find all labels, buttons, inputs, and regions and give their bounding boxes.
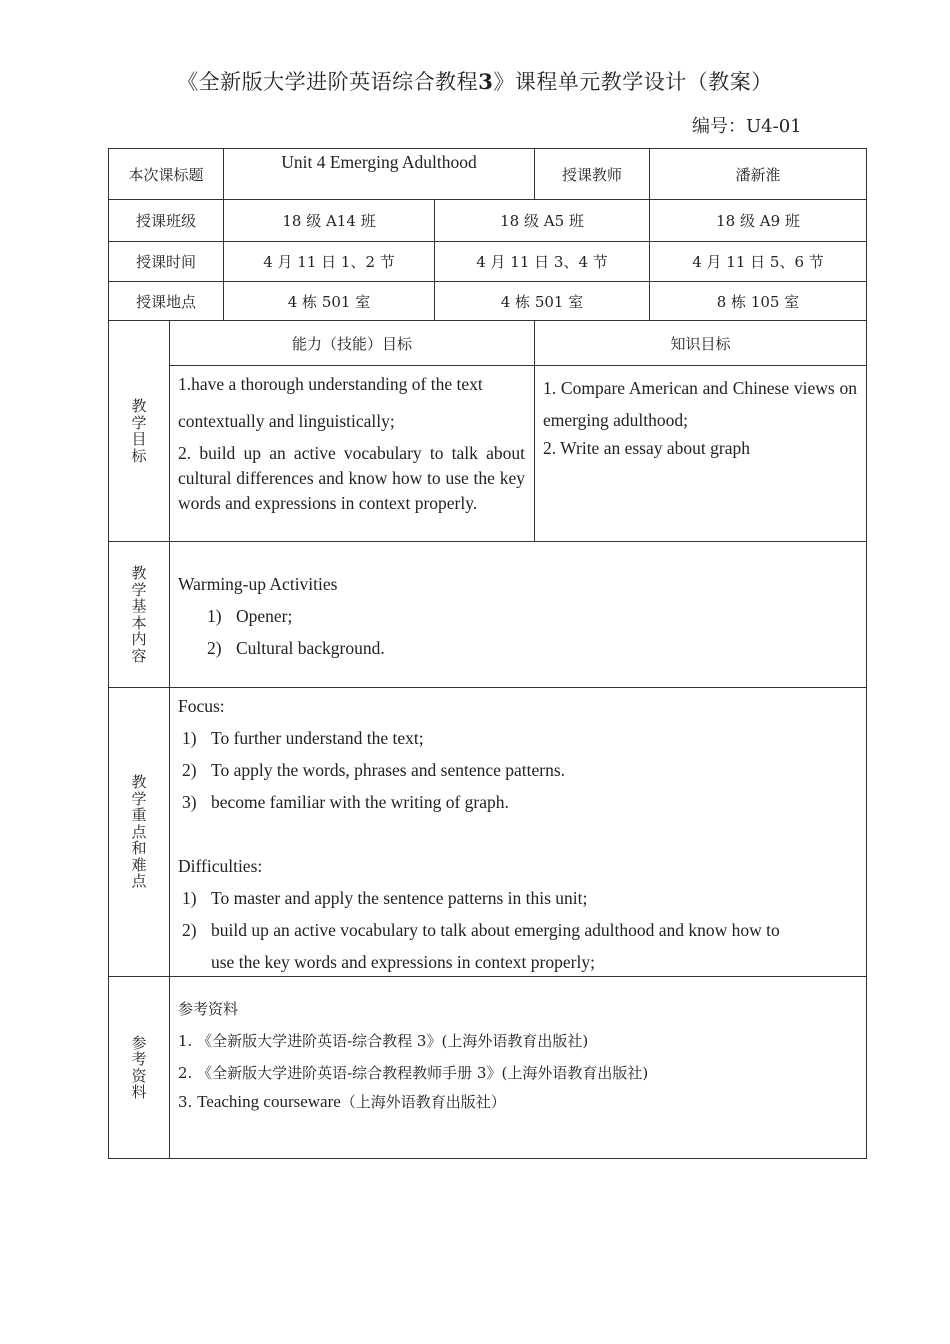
time-label: 授课时间	[135, 253, 196, 271]
reference-item-3	[178, 1091, 506, 1112]
knowledge-goal-2: 2. Write an essay about graph	[543, 438, 750, 458]
reference-3-publisher: （上海外语教育出版社）	[340, 1093, 506, 1111]
teacher-value: 潘新淮	[735, 165, 781, 184]
list-item: To further understand the text;	[211, 728, 424, 748]
title-volume-number: 3	[478, 69, 494, 94]
ability-goals-header: 能力（技能）目标	[291, 334, 412, 353]
reference-3-title: Teaching courseware	[197, 1092, 341, 1111]
title-suffix: 》课程单元教学设计（教案）	[493, 70, 773, 94]
place-label: 授课地点	[135, 292, 196, 311]
references-heading: 参考资料	[178, 1000, 239, 1018]
list-item-number: 2)	[182, 760, 197, 780]
list-item-number: 3)	[182, 792, 197, 812]
list-item: build up an active vocabulary to talk about emerging adulthood and know how to	[211, 920, 780, 940]
time-value-1: 4 月 11 日 1、2 节	[263, 253, 395, 271]
list-item-continuation: use the key words and expressions in context properly;	[211, 952, 595, 972]
place-value-1: 4 栋 501 室	[287, 292, 371, 311]
ability-goal-1a: 1.have a thorough understanding of the text	[178, 374, 483, 394]
reference-item-2: 2. 《全新版大学进阶英语-综合教程教师手册 3》(上海外语教育出版社)	[178, 1064, 649, 1082]
focus-label: 教学重点和难点	[131, 773, 147, 891]
list-item-number: 1)	[182, 888, 197, 908]
content-heading: Warming-up Activities	[178, 574, 338, 594]
difficulties-heading: Difficulties:	[178, 856, 263, 876]
focus-heading: Focus:	[178, 696, 225, 716]
references-label: 参考资料	[131, 1033, 147, 1101]
knowledge-goal-1: 1. Compare American and Chinese views on emerging adulthood;	[543, 378, 857, 430]
list-item: become familiar with the writing of graph.	[211, 792, 509, 812]
topic-label: 本次课标题	[128, 165, 204, 184]
list-item-number: 2)	[182, 920, 197, 940]
time-value-2: 4 月 11 日 3、4 节	[476, 253, 608, 271]
knowledge-goals-header: 知识目标	[670, 334, 731, 353]
reference-item-1: 1. 《全新版大学进阶英语-综合教程 3》(上海外语教育出版社)	[178, 1032, 589, 1050]
ability-goal-2: 2. build up an active vocabulary to talk about cultural differences and know how to use the key words and expressions in context properly.	[178, 443, 525, 513]
title-prefix: 《全新版大学进阶英语综合教程	[177, 70, 479, 94]
list-item: Opener;	[236, 606, 293, 626]
list-item-number: 1)	[207, 606, 222, 626]
ability-goal-1b: contextually and linguistically;	[178, 411, 395, 431]
list-item-number: 1)	[182, 728, 197, 748]
class-value-2: 18 级 A5 班	[500, 212, 584, 230]
objectives-label: 教学目标	[131, 397, 147, 465]
list-item: To apply the words, phrases and sentence patterns.	[211, 760, 566, 780]
class-value-1: 18 级 A14 班	[282, 212, 376, 230]
list-item: To master and apply the sentence patterns in this unit;	[211, 888, 588, 908]
teacher-label: 授课教师	[561, 165, 622, 184]
list-item-number: 2)	[207, 638, 222, 658]
list-item: Cultural background.	[236, 638, 385, 658]
place-value-3: 8 栋 105 室	[716, 292, 800, 311]
class-label: 授课班级	[135, 212, 196, 230]
time-value-3: 4 月 11 日 5、6 节	[692, 253, 824, 271]
topic-value: Unit 4 Emerging Adulthood	[281, 152, 477, 172]
content-label: 教学基本内容	[131, 564, 147, 665]
reference-3-number: 3.	[178, 1093, 193, 1111]
class-value-3: 18 级 A9 班	[716, 212, 800, 230]
document-number: 编号：U4-01	[692, 116, 802, 137]
place-value-2: 4 栋 501 室	[500, 292, 584, 311]
